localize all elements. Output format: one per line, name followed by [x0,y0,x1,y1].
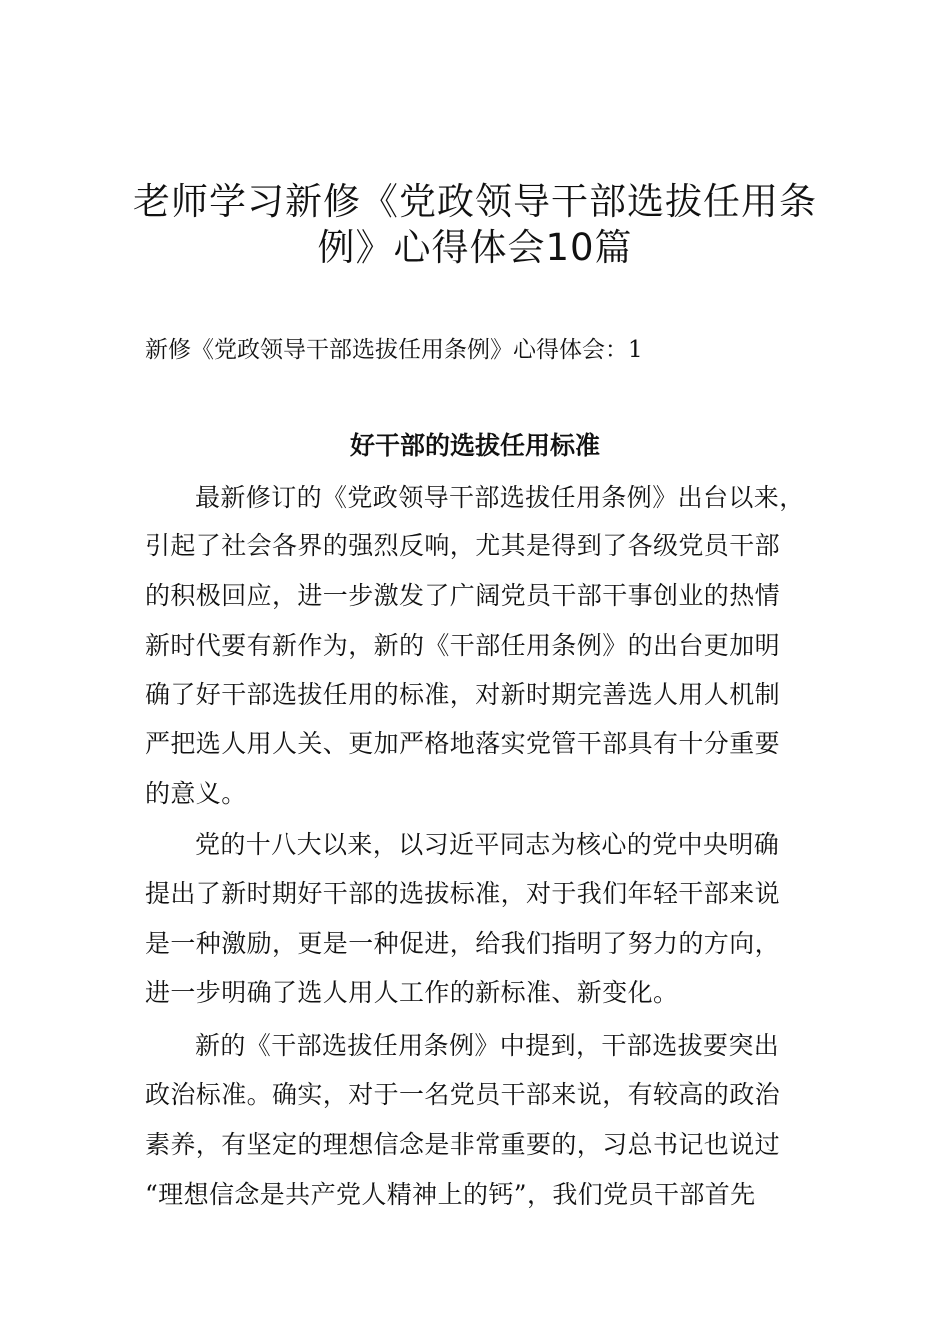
paragraph-1-line-2: 引起了社会各界的强烈反响，尤其是得到了各级党员干部 [145,531,781,560]
paragraph-2-line-3: 是一种激励，更是一种促进，给我们指明了努力的方向， [145,929,781,958]
paragraph-1-line-7: 的意义。 [145,779,247,808]
paragraph-2-line-2: 提出了新时期好干部的选拔标准，对于我们年轻干部来说 [145,879,781,908]
paragraph-1-line-5: 确了好干部选拔任用的标准，对新时期完善选人用人机制 [145,680,781,709]
section-heading: 好干部的选拔任用标准 [349,431,600,460]
paragraph-1-line-3: 的积极回应，进一步激发了广阔党员干部干事创业的热情 [145,581,781,610]
document-title-line-2: 例》心得体会10篇 [317,226,633,269]
document-title-line-1: 老师学习新修《党政领导干部选拔任用条 [133,180,817,223]
article-subtitle: 新修《党政领导干部选拔任用条例》心得体会：1 [145,337,643,363]
paragraph-3-line-2: 政治标准。确实，对于一名党员干部来说，有较高的政治 [145,1080,781,1109]
paragraph-3-line-1: 新的《干部选拔任用条例》中提到，干部选拔要突出 [195,1031,780,1060]
paragraph-1-line-1: 最新修订的《党政领导干部选拔任用条例》出台以来， [195,483,805,512]
paragraph-1-line-4: 新时代要有新作为，新的《干部任用条例》的出台更加明 [145,631,781,660]
paragraph-3-line-3: 素养，有坚定的理想信念是非常重要的，习总书记也说过 [145,1130,781,1159]
paragraph-3-line-4: “理想信念是共产党人精神上的钙”，我们党员干部首先 [145,1180,756,1209]
paragraph-2-line-4: 进一步明确了选人用人工作的新标准、新变化。 [145,978,679,1007]
paragraph-1-line-6: 严把选人用人关、更加严格地落实党管干部具有十分重要 [145,729,781,758]
paragraph-2-line-1: 党的十八大以来，以习近平同志为核心的党中央明确 [195,830,780,859]
